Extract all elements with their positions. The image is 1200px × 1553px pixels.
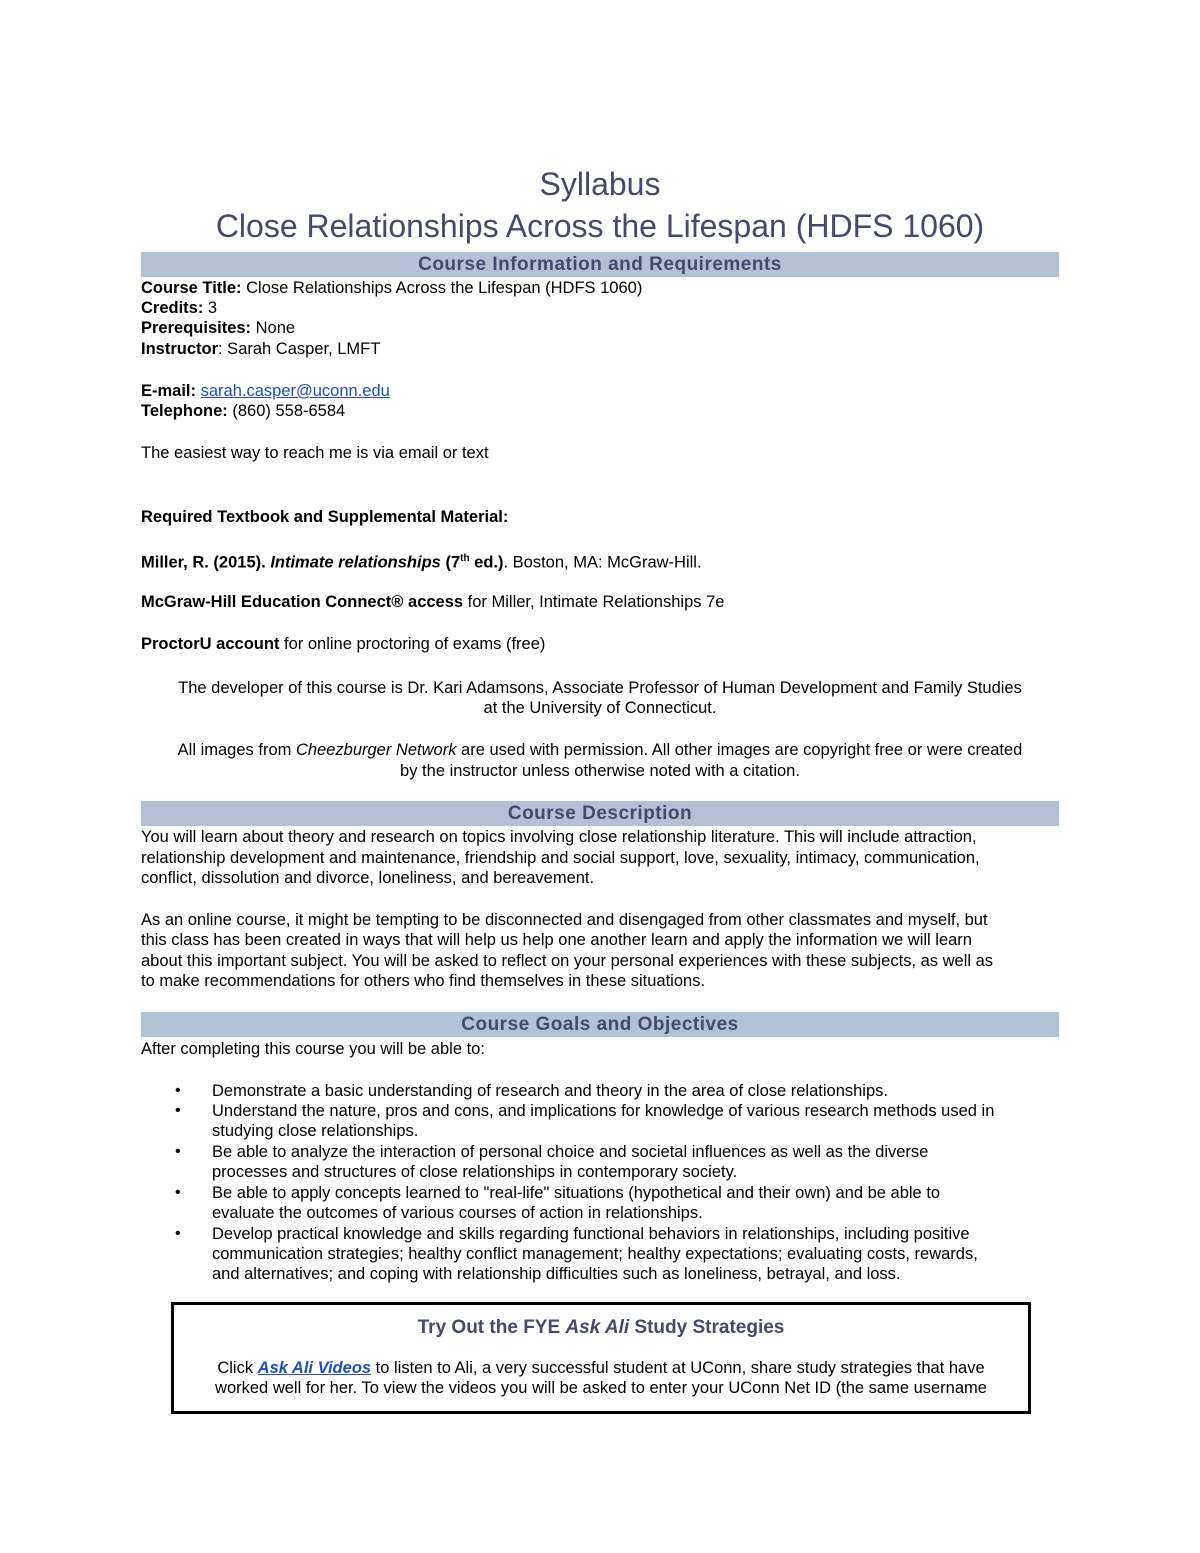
- description-p1-line: You will learn about theory and research on topics involving close relationship literature. This will include attraction,: [141, 828, 977, 846]
- goal-item-line: studying close relationships.: [212, 1122, 419, 1140]
- section-heading-course-goals: Course Goals and Objectives: [141, 1012, 1059, 1037]
- image-credit-line-1: [141, 740, 1059, 760]
- telephone-line: [141, 401, 345, 421]
- textbook-edition-post: ed.): [469, 553, 504, 572]
- ask-ali-videos-link[interactable]: Ask Ali Videos: [257, 1359, 372, 1377]
- materials-heading: Required Textbook and Supplemental Material:: [141, 508, 509, 526]
- image-credit-post: are used with permission. All other images are copyright free or were created: [456, 741, 1023, 759]
- description-p2-line: this class has been created in ways that will help us help one another learn and apply the information we will learn: [141, 931, 972, 949]
- email-line: [141, 381, 390, 401]
- course-subtitle: Close Relationships Across the Lifespan (HDFS 1060): [215, 208, 985, 244]
- goal-item-line: Develop practical knowledge and skills regarding functional behaviors in relationships, including positive: [212, 1225, 970, 1243]
- connect-access-line: [141, 592, 724, 612]
- textbook-edition-sup: th: [460, 553, 470, 564]
- developer-note-line-2: at the University of Connecticut.: [483, 699, 717, 717]
- textbook-title: Intimate relationships: [270, 553, 441, 572]
- goal-item-line: communication strategies; healthy conflict management; healthy expectations; evaluating costs, rewards,: [212, 1245, 978, 1263]
- email-link[interactable]: sarah.casper@uconn.edu: [200, 382, 390, 400]
- instructor-value: : Sarah Casper, LMFT: [218, 340, 381, 358]
- callout-title: [174, 1315, 1028, 1341]
- textbook-edition-pre: (7: [440, 553, 461, 572]
- credits-line: [141, 298, 217, 318]
- telephone-label: Telephone:: [141, 402, 228, 420]
- connect-access-label: McGraw-Hill Education Connect® access: [141, 593, 464, 611]
- goal-item-line: Be able to analyze the interaction of personal choice and societal influences as well as the diverse: [212, 1143, 929, 1161]
- image-credit-source: Cheezburger Network: [295, 741, 457, 759]
- bullet-icon: •: [175, 1225, 181, 1242]
- ask-ali-callout-box: [171, 1302, 1031, 1414]
- callout-line-1: [174, 1358, 1028, 1378]
- goal-item-line: Be able to apply concepts learned to "real-life" situations (hypothetical and their own) and be able to: [212, 1184, 941, 1202]
- bullet-icon: •: [175, 1184, 181, 1201]
- textbook-citation: [141, 549, 702, 573]
- callout-line-1-pre: Click: [217, 1359, 258, 1377]
- goal-item-line: Understand the nature, pros and cons, and implications for knowledge of various research methods used in: [212, 1102, 995, 1120]
- image-credit-line-2: by the instructor unless otherwise noted with a citation.: [400, 762, 800, 780]
- description-p2-line: about this important subject. You will be asked to reflect on your personal experiences with these subjects, as well as: [141, 952, 994, 970]
- proctoru-line: [141, 634, 545, 654]
- bullet-icon: •: [175, 1102, 181, 1119]
- instructor-label: Instructor: [141, 340, 219, 358]
- callout-title-pre: Try Out the FYE: [417, 1317, 566, 1338]
- description-p2-line: As an online course, it might be tempting to be disconnected and disengaged from other classmates and myself, but: [141, 911, 988, 929]
- description-p1-line: conflict, dissolution and divorce, loneliness, and bereavement.: [141, 869, 595, 887]
- email-label: E-mail:: [141, 382, 197, 400]
- goals-intro: After completing this course you will be able to:: [141, 1040, 485, 1058]
- proctoru-detail: for online proctoring of exams (free): [279, 635, 546, 653]
- proctoru-label: ProctorU account: [141, 635, 280, 653]
- callout-title-italic: Ask Ali: [565, 1317, 630, 1338]
- bullet-icon: •: [175, 1143, 181, 1160]
- telephone-value: (860) 558-6584: [227, 402, 346, 420]
- description-p1-line: relationship development and maintenance, friendship and social support, love, sexuality, intimacy, communication,: [141, 849, 980, 867]
- goal-item-line: and alternatives; and coping with relationship difficulties such as loneliness, betrayal, and loss.: [212, 1265, 901, 1283]
- developer-note-line-1: The developer of this course is Dr. Kari Adamsons, Associate Professor of Human Development and Family Studies: [178, 679, 1022, 697]
- textbook-publisher: . Boston, MA: McGraw-Hill.: [503, 553, 702, 572]
- contact-note: The easiest way to reach me is via email or text: [141, 444, 489, 462]
- goal-item-line: processes and structures of close relationships in contemporary society.: [212, 1163, 738, 1181]
- instructor-line: [141, 339, 380, 359]
- prerequisites-label: Prerequisites:: [141, 319, 252, 337]
- credits-label: Credits:: [141, 299, 204, 317]
- section-heading-course-information: Course Information and Requirements: [141, 252, 1059, 277]
- section-heading-course-description: Course Description: [141, 801, 1059, 826]
- goal-item-line: Demonstrate a basic understanding of research and theory in the area of close relationships.: [212, 1082, 888, 1100]
- page-title: Syllabus: [539, 166, 661, 202]
- prerequisites-value: None: [251, 319, 296, 337]
- bullet-icon: •: [175, 1082, 181, 1099]
- course-title-label: Course Title:: [141, 279, 242, 297]
- credits-value: 3: [203, 299, 218, 317]
- course-title-line: [141, 278, 642, 298]
- callout-line-2: worked well for her. To view the videos you will be asked to enter your UConn Net ID (the same username: [215, 1379, 987, 1397]
- goal-item-line: evaluate the outcomes of various courses of action in relationships.: [212, 1204, 703, 1222]
- prerequisites-line: [141, 318, 295, 338]
- textbook-author: Miller, R. (2015).: [141, 553, 271, 572]
- callout-title-post: Study Strategies: [629, 1317, 785, 1338]
- description-p2-line: to make recommendations for others who find themselves in these situations.: [141, 972, 706, 990]
- callout-line-1-post: to listen to Ali, a very successful student at UConn, share study strategies that have: [371, 1359, 985, 1377]
- connect-access-detail: for Miller, Intimate Relationships 7e: [463, 593, 725, 611]
- image-credit-pre: All images from: [177, 741, 296, 759]
- course-title-value: Close Relationships Across the Lifespan (HDFS 1060): [241, 279, 643, 297]
